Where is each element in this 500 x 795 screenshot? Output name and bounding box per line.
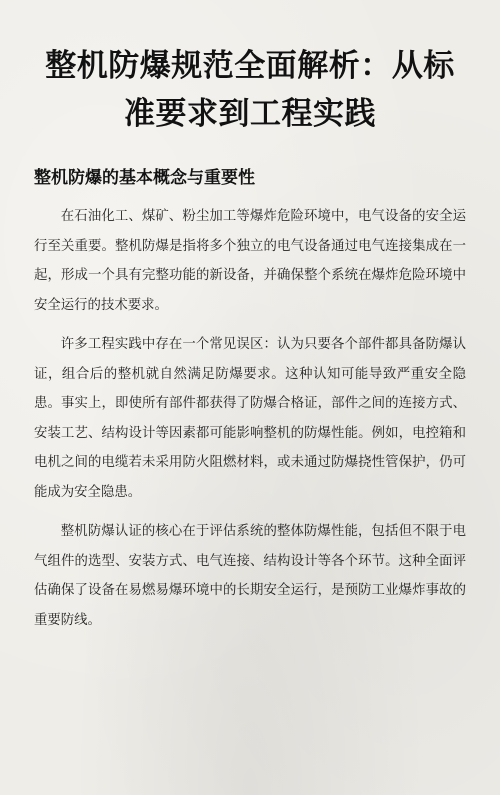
paragraph-1: 在石油化工、煤矿、粉尘加工等爆炸危险环境中，电气设备的安全运行至关重要。整机防爆是指将多个独立的电气设备通过电气连接集成在一起，形成一个具有完整功能的新设备，并确保整个系统在爆炸危险环境中安全运行的技术要求。 — [34, 209, 466, 313]
page-title: 整机防爆规范全面解析：从标准要求到工程实践 — [45, 48, 455, 132]
paragraph-2: 许多工程实践中存在一个常见误区：认为只要各个部件都具备防爆认证，组合后的整机就自然满足防爆要求。这种认知可能导致严重安全隐患。事实上，即使所有部件都获得了防爆合格证，部件之间的连接方式、安装工艺、结构设计等因素都可能影响整机的防爆性能。例如，电控箱和电机之间的电缆若未采用防火阻燃材料，或未通过防爆挠性管保护，仍可能成为安全隐患。 — [34, 337, 466, 500]
section-heading: 整机防爆的基本概念与重要性 — [34, 168, 255, 188]
paragraph-3: 整机防爆认证的核心在于评估系统的整体防爆性能，包括但不限于电气组件的选型、安装方式、电气连接、结构设计等各个环节。这种全面评估确保了设备在易燃易爆环境中的长期安全运行，是预防工业爆炸事故的重要防线。 — [34, 524, 466, 628]
